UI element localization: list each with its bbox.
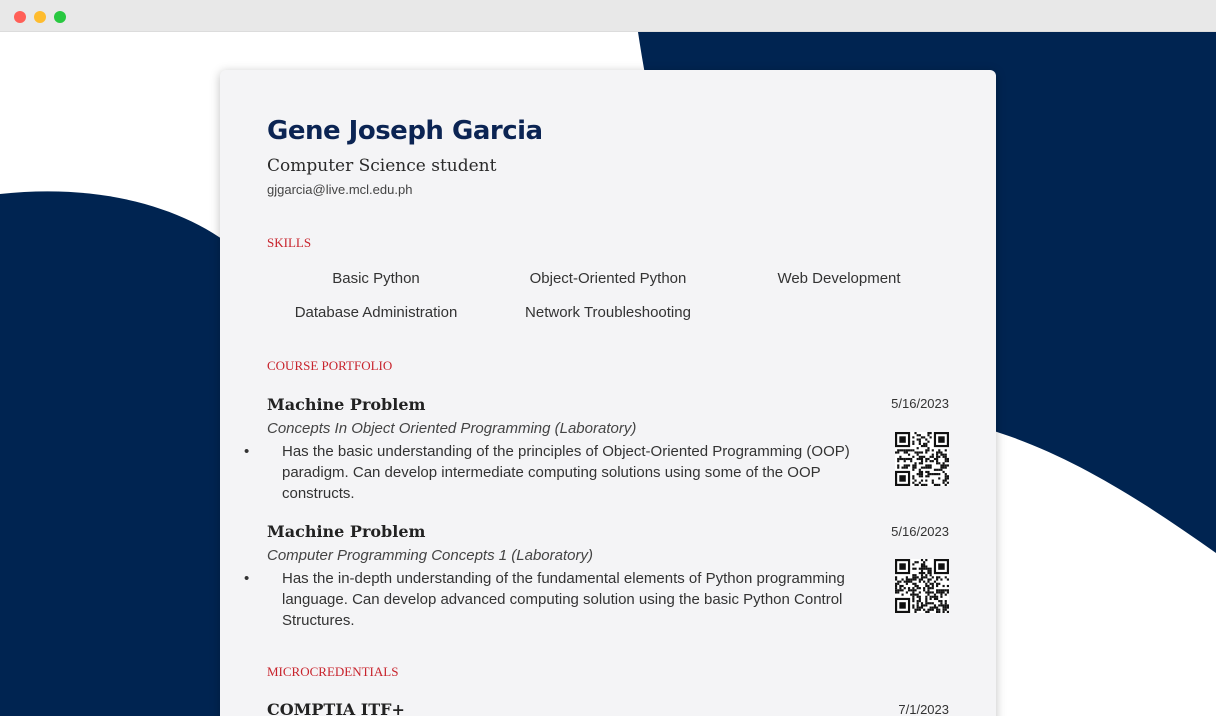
profile-email[interactable]: gjgarcia@live.mcl.edu.ph — [267, 182, 413, 197]
portfolio-entry-title: Machine Problem — [267, 395, 426, 414]
qr-code-icon[interactable] — [895, 559, 949, 613]
resume-card — [220, 70, 996, 716]
maximize-window-button[interactable] — [54, 11, 66, 23]
skill-item: Basic Python — [332, 270, 420, 287]
profile-name: Gene Joseph Garcia — [267, 116, 543, 146]
skill-item: Network Troubleshooting — [525, 304, 691, 321]
portfolio-entry-description-text: Has the in-depth understanding of the fundamental elements of Python programming language. Can develop advanced computing solution using the basic Python Control Structures. — [282, 570, 845, 629]
portfolio-entry-date: 5/16/2023 — [891, 396, 949, 411]
minimize-window-button[interactable] — [34, 11, 46, 23]
portfolio-entry-course: Concepts In Object Oriented Programming (Laboratory) — [267, 420, 637, 437]
portfolio-entry-description: • Has the basic understanding of the principles of Object-Oriented Programming (OOP) paradigm. Can develop intermediate computing solutions using some of the OOP constructs. — [244, 443, 850, 502]
profile-role: Computer Science student — [267, 156, 497, 176]
skill-item: Web Development — [777, 270, 901, 287]
window-titlebar — [0, 0, 1216, 32]
portfolio-entry-description: • Has the in-depth understanding of the fundamental elements of Python programming language. Can develop advanced computing solution using the basic Python Control Structures. — [244, 570, 845, 629]
portfolio-entry-course: Computer Programming Concepts 1 (Laboratory) — [267, 547, 593, 564]
portfolio-section-title: COURSE PORTFOLIO — [267, 358, 393, 373]
skill-item: Object-Oriented Python — [529, 270, 687, 287]
microcredential-entry-title: COMPTIA ITF+ — [267, 700, 405, 716]
skills-section-title: SKILLS — [267, 235, 312, 250]
page-background — [0, 32, 1216, 716]
qr-code-icon[interactable] — [895, 432, 949, 486]
skill-item: Database Administration — [294, 304, 458, 321]
portfolio-entry-title: Machine Problem — [267, 522, 426, 541]
microcredential-entry-date: 7/1/2023 — [898, 702, 949, 716]
close-window-button[interactable] — [14, 11, 26, 23]
portfolio-entry-description-text: Has the basic understanding of the principles of Object-Oriented Programming (OOP) paradigm. Can develop intermediate computing solutions using some of the OOP constructs. — [282, 443, 850, 502]
portfolio-entry-date: 5/16/2023 — [891, 524, 949, 539]
microcredentials-section-title: MICROCREDENTIALS — [267, 664, 399, 679]
